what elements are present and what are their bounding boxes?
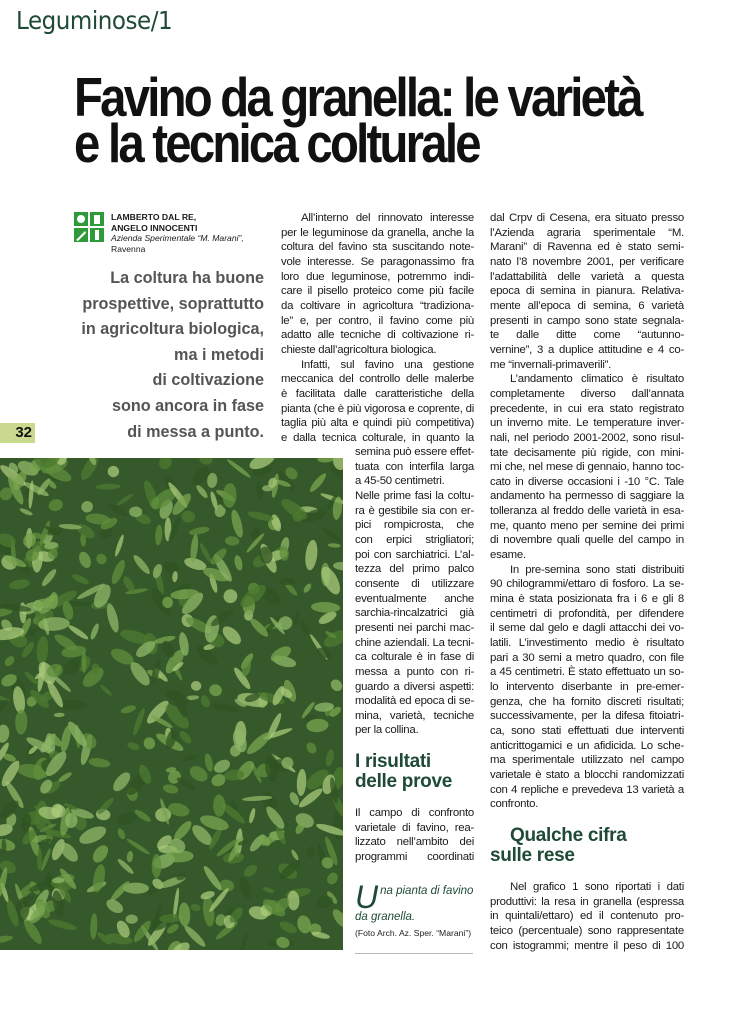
text-line: Il campo di confronto: [355, 807, 474, 820]
section-heading: [490, 826, 684, 866]
text-line: modalità ed epoca di se-: [355, 695, 474, 708]
favino-plant-photo: [0, 458, 343, 950]
pullquote-line: di messa a punto.: [127, 422, 264, 441]
text-line: con istogrammi; mentre il peso di 100: [490, 939, 684, 952]
text-line: eventualmente anche: [355, 592, 474, 605]
pullquote-line: prospettive, soprattutto: [82, 294, 264, 313]
text-line: poi con sarchiatrici. L’al-: [355, 548, 474, 561]
pullquote-line: ma i metodi: [174, 345, 264, 364]
text-line: tuata con interfila larga: [355, 460, 474, 473]
author-line: ANGELO INNOCENTI: [111, 222, 198, 233]
text-line: sarchia-rincalzatrici già: [355, 607, 474, 620]
author-line: LAMBERTO DAL RE,: [111, 212, 197, 222]
section-heading: [355, 752, 474, 792]
text-line: è facilitata dalle caratteristiche della: [281, 387, 474, 400]
paragraph: [281, 211, 474, 358]
text-line: Qualche cifra: [510, 824, 627, 846]
text-line: presenti in campo sono state segnala-: [490, 314, 684, 327]
pullquote-line: di coltivazione: [152, 371, 264, 390]
text-line: a 45-50 centimetri.: [355, 475, 445, 488]
text-line: dal Crpv di Cesena, era situato presso: [490, 212, 684, 224]
text-line: pianta (che è più vigorosa e coprente, di: [281, 402, 474, 415]
affiliation-line: Azienda Sperimentale “M. Marani”,: [111, 233, 244, 244]
page-number: 32: [0, 423, 35, 443]
text-line: anticrittogamici e un afidicida. Lo sche-: [490, 739, 684, 752]
text-line: con erpici strigliatori;: [355, 533, 474, 546]
leaf: [126, 914, 138, 923]
pullquote-line: in agricoltura biologica,: [81, 320, 264, 339]
text-line: mina, varietà, tecniche: [355, 709, 474, 722]
text-line: nali, nel periodo 2001-2002, sono risul-: [490, 431, 684, 444]
text-line: meccanica del controllo delle malerbe: [281, 373, 474, 386]
text-line: vole interesse. Se paragonassimo fra: [281, 255, 474, 268]
text-line: per la collina.: [355, 724, 419, 737]
text-line: semina può essere effet-: [355, 446, 475, 458]
text-line: esame.: [490, 549, 526, 562]
text-line: e dalla tecnica colturale, in quanto la: [281, 431, 474, 444]
caption-line: na pianta di favino: [380, 885, 474, 897]
text-line: Nelle prime fasi la coltu-: [355, 489, 474, 502]
paragraph: [281, 358, 474, 446]
text-line: varietale è stato a blocchi randomizzati: [490, 768, 684, 781]
text-line: pici rompicrosta, che: [355, 519, 474, 532]
pullquote-line: sono ancora in fase: [111, 396, 264, 415]
text-line: chine aziendali. La tecni-: [355, 636, 474, 649]
text-line: sulle rese: [490, 844, 575, 866]
text-line: teico (percentuale) sono rappresentate: [490, 924, 684, 937]
text-line: precedente, in cui era stato registrato: [490, 402, 684, 415]
text-line: consente di utilizzare: [355, 577, 474, 590]
text-line: ca, sono stati effettuati due interventi: [490, 724, 684, 737]
text-line: In pre-semina sono stati distribuiti: [510, 563, 684, 576]
text-line: lo intervento diserbante in pre-emer-: [490, 681, 684, 693]
text-line: un inverno mite. Le temperature inver-: [490, 417, 684, 430]
text-line: le” e, per contro, il favino come più: [281, 314, 474, 327]
article-title-line-2: e la tecnica colturale: [74, 112, 479, 174]
byline: [111, 212, 244, 254]
text-line: in quintali/ettaro) ed il contenuto pro-: [490, 910, 684, 923]
text-line: per le leguminose da granella, anche la: [281, 226, 474, 239]
caption-divider: [355, 953, 473, 954]
text-line: All’interno del rinnovato interesse: [301, 212, 474, 224]
text-line: 90 chilogrammi/ettaro di fosforo. La se-: [490, 578, 684, 591]
text-line: chieste dall’agricoltura biologica.: [281, 343, 437, 356]
text-line: l’Azienda agraria sperimentale “M.: [490, 226, 684, 239]
text-line: me, quanto meno per semine dei primi: [490, 519, 684, 532]
pullquote-line: La coltura ha buone: [110, 269, 264, 287]
caption-line: da granella.: [355, 911, 416, 923]
text-column-1: [281, 211, 474, 446]
text-line: taglia più alta e quindi più competitiva): [281, 417, 474, 430]
text-line: centimetri di profondità, per difendere: [490, 607, 684, 620]
text-line: da coltivare in agricoltura “tradiziona-: [281, 299, 474, 312]
text-line: andamento ha permesso di saggiare la: [490, 490, 684, 503]
paragraph: [490, 563, 684, 812]
text-line: coltura del favino sta suscitando note-: [281, 241, 474, 254]
text-line: mi che, nel mese di gennaio, hanno toc-: [490, 461, 684, 474]
paragraph: [490, 880, 684, 953]
caption-dropcap: U: [355, 879, 379, 915]
paragraph: [490, 372, 684, 563]
text-line: programmi coordinati: [355, 851, 474, 864]
paragraph: [490, 211, 684, 372]
pullquote: [20, 266, 264, 445]
paragraph: [355, 489, 474, 738]
text-line: I risultati: [355, 751, 431, 773]
text-line: adatto alle tecniche di coltivazione ri-: [281, 329, 474, 342]
text-line: cato in diverse occasioni i -10 °C. Tale: [490, 475, 684, 488]
text-line: mina è stata posizionata fra i 6 e gli 8: [490, 593, 684, 606]
photo-caption: [355, 879, 475, 938]
text-line: successivamente, per la difesa fitoiatri-: [490, 710, 684, 723]
text-line: completamente diverso dall’annata: [490, 387, 684, 400]
text-line: a 45 centimetri. È stato effettuato un so-: [490, 666, 684, 679]
text-line: L’andamento climatico è risultato: [510, 373, 684, 386]
crpv-logo-icon: [73, 211, 105, 244]
text-line: di novembre quali quelle del campo in: [490, 534, 684, 547]
text-line: nato l’8 novembre 2001, per verificare: [490, 255, 684, 268]
text-line: confronto.: [490, 798, 539, 811]
text-line: lizzato nell’ambito dei: [355, 836, 474, 849]
section-label: Leguminose/1: [16, 6, 173, 35]
text-line: guardo a diversi aspetti:: [355, 680, 474, 693]
text-line: loro due leguminose, potremmo indi-: [281, 270, 474, 283]
text-line: te dalle ditte come “autunno-: [490, 329, 684, 342]
text-line: Infatti, sul favino una gestione: [301, 358, 474, 371]
paragraph: [355, 445, 474, 489]
affiliation-line: Ravenna: [111, 243, 146, 254]
photo-credit: (Foto Arch. Az. Sper. “Marani”): [355, 928, 472, 938]
text-line: delle prove: [355, 771, 453, 793]
text-line: presenti nei parchi mac-: [355, 621, 474, 634]
text-line: varietale di favino, rea-: [355, 821, 474, 834]
text-line: me “invernali-primaverili”.: [490, 358, 612, 371]
text-line: epoca di semina in pianura. Relativa-: [490, 285, 684, 298]
text-column-3: [490, 211, 684, 953]
text-line: pari a 30 semi a metro quadro, con file: [490, 651, 684, 664]
text-line: messa a punto con ri-: [355, 665, 474, 678]
text-line: tolleranza al freddo delle varietà in esa-: [490, 505, 684, 518]
text-line: ca colturale è in fase di: [355, 651, 474, 664]
text-line: con 4 repliche e prevedeva 13 varietà a: [490, 783, 684, 796]
text-line: l’adattabilità delle varietà a questa: [490, 270, 684, 283]
text-line: produttivi: la resa in granella (espressa: [490, 895, 684, 908]
text-line: care il pisello proteico come più facile: [281, 285, 474, 298]
text-line: vernine”, 3 a duplice attitudine e 4 co-: [490, 343, 684, 356]
text-line: genza, che ha fornito discreti risultati;: [490, 695, 684, 708]
text-line: mente all’epoca di semina, 6 varietà: [490, 299, 684, 312]
paragraph: [355, 806, 474, 865]
text-line: tate decisamente più rigide, con mini-: [490, 446, 684, 459]
text-line: latili. L’investimento medio è risultato: [490, 637, 684, 650]
text-line: ma sperimentale utilizzato nel campo: [490, 754, 684, 767]
text-column-2: [355, 445, 474, 865]
article-title-line-1: Favino da granella: le varietà: [74, 66, 641, 128]
text-line: Marani” di Ravenna ed è stato semi-: [490, 241, 684, 254]
text-line: ra è gestibile sia con er-: [355, 504, 474, 517]
text-line: Nel grafico 1 sono riportati i dati: [510, 880, 684, 893]
text-line: il seme dal gelo e dagli attacchi dei vo-: [490, 622, 684, 635]
photo-foliage: [0, 458, 343, 950]
text-line: tezza del primo palco: [355, 563, 474, 576]
